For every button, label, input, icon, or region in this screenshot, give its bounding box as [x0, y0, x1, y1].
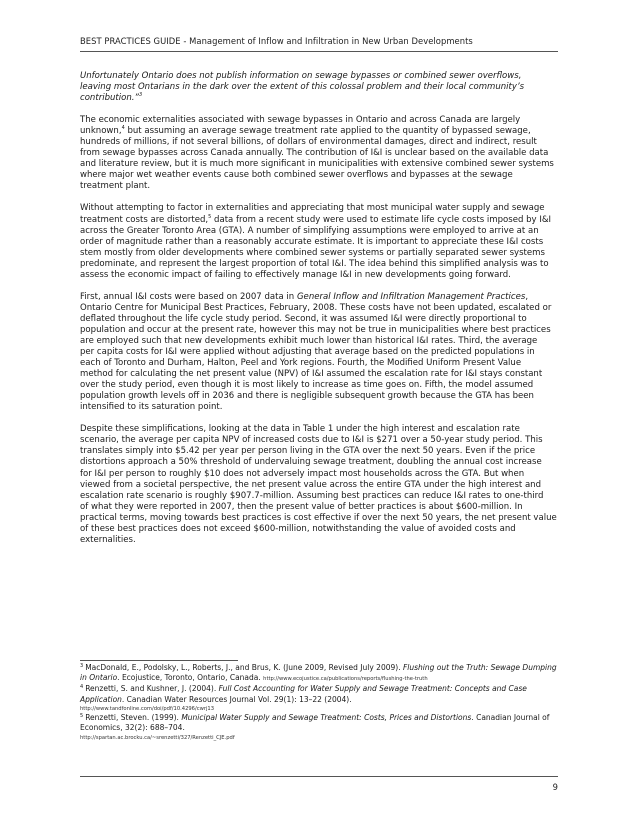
footnote-separator: [80, 660, 238, 661]
text-line: [80, 170, 558, 181]
footnote-url-link[interactable]: http://www.ecojustice.ca/publications/reports/flushing-the-truth: [263, 676, 428, 683]
text-run: escalation rate scenario is roughly $907.7-million. Assuming best practices can reduce I&I rates to one-third: [80, 490, 544, 501]
footnote-reference: 5: [208, 213, 212, 220]
text-run: and literature review, but it is much more significant in municipalities with extensive combined sewer systems: [80, 159, 554, 170]
footnote-line: [80, 684, 558, 694]
text-run: treatment costs are distorted,: [80, 214, 209, 225]
running-header: BEST PRACTICES GUIDE - Management of Inflow and Infiltration in New Urban Developments: [80, 36, 473, 46]
text-line: [80, 115, 558, 126]
body-paragraph: [80, 203, 558, 280]
text-line: [80, 535, 558, 546]
body-text: [80, 71, 558, 557]
text-run: data from a recent study were used to estimate life cycle costs imposed by I&I: [211, 214, 552, 225]
body-paragraph: [80, 292, 558, 414]
text-run: method for calculating the net present value (NPV) of I&I assumed the escalation rate for I&I stays constant: [80, 369, 543, 380]
footnote-line: [80, 663, 558, 673]
text-run: The economic externalities associated with sewage bypasses in Ontario and across Canada are largely: [80, 115, 521, 126]
footnote-line: [80, 695, 558, 705]
text-line: [80, 513, 558, 524]
text-run: viewed from a societal perspective, the net present value across the entire GTA under the high interest and: [80, 479, 542, 490]
text-line: [80, 203, 558, 214]
text-run: Economics, 32(2): 688–704.: [80, 723, 185, 733]
text-line: [80, 82, 558, 93]
text-line: [80, 469, 558, 480]
text-run: over the study period, even though it is most likely to increase as time goes on. Fifth, the model assumed: [80, 380, 534, 391]
text-line: [80, 502, 558, 513]
text-line: [80, 524, 558, 535]
page-number: 9: [552, 782, 558, 792]
text-line: [80, 369, 558, 380]
text-line: [80, 435, 558, 446]
text-line: [80, 71, 558, 82]
text-line: [80, 480, 558, 491]
text-run: ,: [525, 291, 529, 302]
text-line: [80, 215, 558, 226]
footnote: [80, 684, 558, 713]
text-run: unknown,: [80, 126, 122, 137]
italic-text: Flushing out the Truth: Sewage Dumping: [402, 663, 557, 672]
footnote: [80, 663, 558, 684]
text-line: [80, 181, 558, 192]
footnote-reference: 4: [121, 125, 125, 132]
text-run: each of Toronto and Durham, Halton, Peel and York regions. Fourth, the Modified Uniform Present Value: [80, 358, 522, 369]
text-line: [80, 303, 558, 314]
text-run: assess the economic impact of failing to effectively manage I&I in new developments going forward.: [80, 269, 511, 280]
text-run: MacDonald, E., Podolsky, L., Roberts, J., and Brus, K. (June 2009, Revised July 2009).: [85, 663, 403, 672]
quote-paragraph: [80, 71, 558, 104]
text-run: distortions approach a 50% threshold of undervaluing sewage treatment, doubling the annual cost increase: [80, 457, 542, 468]
text-line: [80, 380, 558, 391]
italic-text: General Inflow and Infiltration Management Practices: [296, 291, 526, 302]
text-line: [80, 93, 558, 104]
body-paragraph: [80, 424, 558, 546]
text-line: [80, 424, 558, 435]
text-run: from sewage bypasses across Canada annually. The contribution of I&I is unclear based on the available data: [80, 148, 549, 159]
text-run: intensified to its saturation point.: [80, 402, 223, 413]
text-run: for I&I per person to roughly $10 does not adversely impact most households across the GTA. But when: [80, 468, 525, 479]
text-run: Renzetti, Steven. (1999).: [85, 713, 182, 723]
italic-text: Full Cost Accounting for Water Supply and Sewage Treatment: Concepts and Case: [218, 684, 527, 694]
text-run: Renzetti, S. and Kushner, J. (2004).: [85, 684, 219, 694]
text-run: externalities.: [80, 534, 136, 545]
text-line: [80, 314, 558, 325]
text-line: [80, 237, 558, 248]
text-line: [80, 457, 558, 468]
text-run: . Canadian Journal of: [471, 713, 550, 723]
text-run: stem mostly from older developments where combined sewer systems or partially separated sewer systems: [80, 247, 545, 258]
text-run: leaving most Ontarians in the dark over the extent of this colossal problem and their local community’s: [80, 82, 525, 93]
text-line: [80, 292, 558, 303]
text-line: [80, 325, 558, 336]
footnote: [80, 713, 558, 742]
text-run: Without attempting to factor in externalities and appreciating that most municipal water supply and sewage: [80, 203, 545, 214]
italic-text: Application: [80, 694, 122, 704]
footnote-line: [80, 673, 558, 684]
text-run: translates simply into $5.42 per year per person living in the GTA over the next 50 years. Even if the price: [80, 446, 536, 457]
text-line: [80, 148, 558, 159]
footnotes: [80, 663, 558, 742]
italic-text: Municipal Water Supply and Sewage Treatment: Costs, Prices and Distortions: [181, 713, 472, 723]
text-line: [80, 402, 558, 413]
footnote-url-link[interactable]: http://spartan.ac.brocku.ca/~srenzetti/327/Renzetti_CJE.pdf: [80, 734, 235, 741]
text-run: scenario, the average per capita NPV of increased costs due to I&I is $271 over a 50-year study period. This: [80, 435, 543, 446]
text-run: population growth levels off in 2036 and there is negligible subsequent growth because the GTA has been: [80, 391, 534, 402]
body-paragraph: [80, 115, 558, 192]
text-line: [80, 358, 558, 369]
footnote-line: [80, 713, 558, 723]
text-run: Despite these simplifications, looking at the data in Table 1 under the high interest and escalation rate: [80, 424, 520, 435]
text-run: practical terms, moving towards best practices is cost effective if over the next 50 years, the net present value: [80, 512, 557, 523]
text-run: . Ecojustice, Toronto, Ontario, Canada.: [117, 673, 264, 683]
text-run: of these best practices does not exceed $600-million, notwithstanding the value of avoided costs and: [80, 523, 516, 534]
text-run: Ontario Centre for Municipal Best Practices, February, 2008. These costs have not been updated, escalated or: [80, 302, 552, 313]
footer-rule: [80, 776, 558, 777]
footnote-number: 5: [80, 712, 84, 719]
footnote-line: [80, 723, 558, 733]
header-rule: [80, 51, 558, 52]
text-line: [80, 446, 558, 457]
text-line: [80, 259, 558, 270]
text-run: First, annual I&I costs were based on 2007 data in: [80, 291, 297, 302]
text-run: Unfortunately Ontario does not publish information on sewage bypasses or combined sewer overflows,: [80, 71, 522, 81]
text-run: population and occur at the present rate, however this may not be true in municipalities where best practices: [80, 324, 551, 335]
text-line: [80, 336, 558, 347]
text-run: where major wet weather events cause both combined sewer overflows and bypasses at the sewage: [80, 170, 513, 181]
text-run: predominate, and represent the largest proportion of total I&I. The idea behind this simplified analysis was to: [80, 258, 549, 269]
text-line: [80, 159, 558, 170]
text-run: treatment plant.: [80, 181, 151, 192]
text-run: deflated throughout the life cycle study period. Second, it was assumed I&I were directly proportional to: [80, 313, 527, 324]
footnote-number: 4: [80, 683, 84, 690]
italic-text: in Ontario: [80, 673, 118, 683]
footnote-reference: 3: [138, 92, 143, 99]
text-line: [80, 347, 558, 358]
text-line: [80, 248, 558, 259]
text-line: [80, 126, 558, 137]
text-run: . Canadian Water Resources Journal Vol. 29(1): 13–22 (2004).: [121, 694, 352, 704]
text-line: [80, 391, 558, 402]
text-run: per capita costs for I&I were applied without adjusting that average based on the predicted populations in: [80, 347, 535, 358]
text-line: [80, 270, 558, 281]
footnote-url-link[interactable]: http://www.tandfonline.com/doi/pdf/10.4296/cwrj13: [80, 705, 214, 712]
text-run: are employed such that new developments exhibit much lower than historical I&I rates. Third, the average: [80, 335, 538, 346]
text-run: across the Greater Toronto Area (GTA). A number of simplifying assumptions were employed to arrive at an: [80, 225, 539, 236]
text-line: [80, 226, 558, 237]
text-line: [80, 491, 558, 502]
footnote-number: 3: [80, 662, 84, 669]
text-run: hundreds of millions, if not several billions, of dollars of environmental damages, direct and indirect, result: [80, 137, 537, 148]
text-run: contribution.”: [80, 93, 139, 104]
text-run: of what they were reported in 2007, then the present value of better practices is about $600-million. In: [80, 501, 523, 512]
text-run: order of magnitude rather than a reasonably accurate estimate. It is important to appreciate these I&I costs: [80, 236, 544, 247]
text-run: but assuming an average sewage treatment rate applied to the quantity of bypassed sewage,: [124, 126, 531, 137]
text-line: [80, 137, 558, 148]
